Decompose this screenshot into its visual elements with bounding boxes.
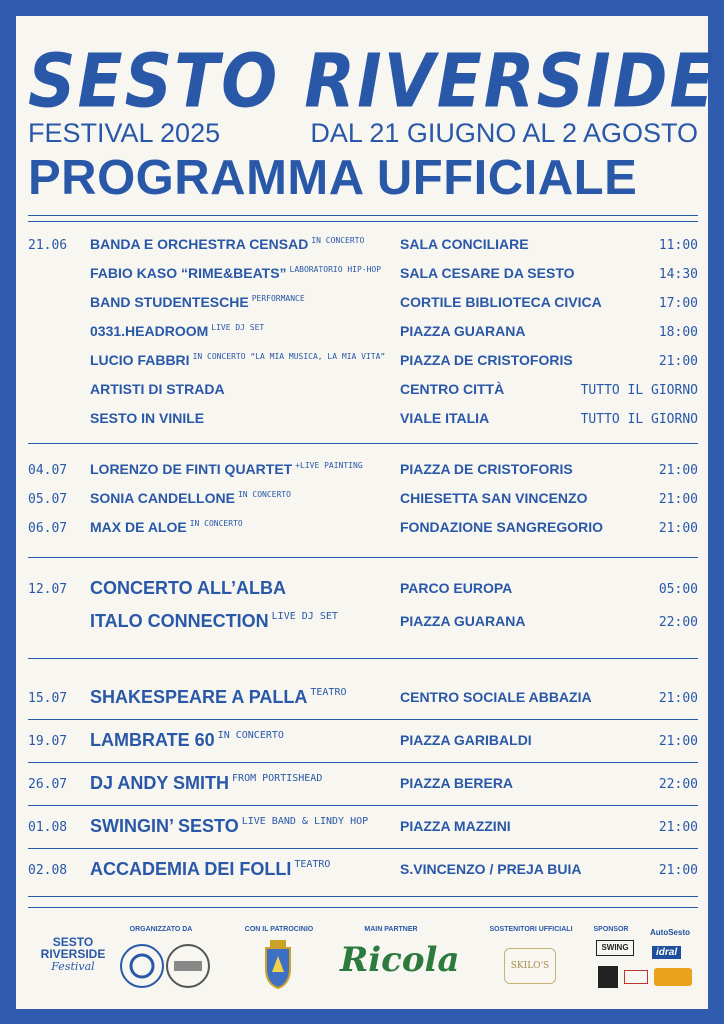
event-date: 01.08 xyxy=(28,820,68,835)
event-name xyxy=(90,519,243,535)
sponsor-logo-red xyxy=(624,970,648,984)
schedule-row xyxy=(28,730,698,754)
event-title: LAMBRATE 60 xyxy=(90,730,215,750)
festival-dates: DAL 21 GIUGNO AL 2 AGOSTO xyxy=(310,118,698,148)
schedule-row xyxy=(28,292,698,316)
event-title: ITALO CONNECTION xyxy=(90,611,269,631)
event-tag: IN CONCERTO xyxy=(237,490,291,499)
event-venue: PIAZZA GARIBALDI xyxy=(400,732,532,748)
event-date: 21.06 xyxy=(28,238,68,253)
event-title: SWINGIN’ SESTO xyxy=(90,816,239,836)
divider xyxy=(28,848,698,849)
event-tag: LIVE BAND & LINDY HOP xyxy=(241,816,369,827)
event-date: 04.07 xyxy=(28,463,68,478)
divider xyxy=(28,215,698,216)
event-tag: LABORATORIO HIP-HOP xyxy=(289,265,382,274)
event-date: 05.07 xyxy=(28,492,68,507)
event-name xyxy=(90,816,368,837)
schedule-row xyxy=(28,517,698,541)
event-time: 22:00 xyxy=(658,615,698,630)
divider xyxy=(28,658,698,659)
event-venue: VIALE ITALIA xyxy=(400,410,490,426)
divider xyxy=(28,557,698,558)
event-time: TUTTO IL GIORNO xyxy=(580,383,698,398)
event-tag: PERFORMANCE xyxy=(251,294,305,303)
divider xyxy=(28,719,698,720)
event-time: 14:30 xyxy=(658,267,698,282)
schedule-row xyxy=(28,459,698,483)
event-date: 26.07 xyxy=(28,777,68,792)
skilos-logo: SKILO'S xyxy=(504,948,556,984)
event-venue: PIAZZA DE CRISTOFORIS xyxy=(400,461,573,477)
subtitle-line xyxy=(28,118,698,148)
schedule-row xyxy=(28,773,698,797)
crest-crown xyxy=(270,940,286,947)
logo-word-top: SESTO xyxy=(52,935,94,949)
supporters-label: SOSTENITORI UFFICIALI xyxy=(489,926,573,933)
event-time: 21:00 xyxy=(658,863,698,878)
festival-logo xyxy=(38,936,108,973)
autosesto-logo: AutoSesto xyxy=(650,928,690,937)
event-title: DJ ANDY SMITH xyxy=(90,773,230,793)
schedule-row xyxy=(28,321,698,345)
event-time: 21:00 xyxy=(658,463,698,478)
divider xyxy=(28,805,698,806)
event-tag: LIVE DJ SET xyxy=(271,611,338,622)
event-title: LUCIO FABBRI xyxy=(90,352,190,368)
divider xyxy=(28,762,698,763)
event-date: 15.07 xyxy=(28,691,68,706)
schedule-row xyxy=(28,263,698,287)
organizer-logo-1 xyxy=(121,945,163,987)
event-time: 21:00 xyxy=(658,492,698,507)
event-name xyxy=(90,381,228,397)
event-name xyxy=(90,773,322,794)
event-tag: IN CONCERTO xyxy=(217,730,284,741)
event-name xyxy=(90,578,289,599)
event-venue: PIAZZA GUARANA xyxy=(400,613,526,629)
swing-logo: SWING xyxy=(596,940,634,956)
event-title: MAX DE ALOE xyxy=(90,519,187,535)
event-title: SESTO IN VINILE xyxy=(90,410,205,426)
festival-title: SESTO RIVERSIDE xyxy=(28,38,717,125)
event-time: TUTTO IL GIORNO xyxy=(580,412,698,427)
event-date: 12.07 xyxy=(28,582,68,597)
schedule-row xyxy=(28,350,698,374)
schedule-row xyxy=(28,859,698,883)
organizer-logos xyxy=(120,943,210,989)
logo-word-mid: RIVERSIDE xyxy=(40,947,106,961)
event-name xyxy=(90,687,346,708)
divider xyxy=(28,443,698,444)
event-time: 21:00 xyxy=(658,820,698,835)
event-date: 02.08 xyxy=(28,863,68,878)
event-venue: CORTILE BIBLIOTECA CIVICA xyxy=(400,294,602,310)
event-name xyxy=(90,410,207,426)
sponsor-logo-dark xyxy=(598,966,618,988)
event-venue: FONDAZIONE SANGREGORIO xyxy=(400,519,604,535)
event-name xyxy=(90,611,338,632)
event-venue: CHIESETTA SAN VINCENZO xyxy=(400,490,588,506)
event-venue: SALA CESARE DA SESTO xyxy=(400,265,575,281)
event-title: SONIA CANDELLONE xyxy=(90,490,235,506)
event-name xyxy=(90,294,305,310)
event-tag: IN CONCERTO xyxy=(189,519,243,528)
city-crest-icon xyxy=(258,938,298,990)
program-title: PROGRAMMA UFFICIALE xyxy=(28,151,638,205)
event-venue: S.VINCENZO / PREJA BUIA xyxy=(400,861,582,877)
event-tag: +LIVE PAINTING xyxy=(295,461,363,470)
event-tag: FROM PORTISHEAD xyxy=(232,773,323,784)
schedule-row xyxy=(28,379,698,403)
event-time: 21:00 xyxy=(658,354,698,369)
poster xyxy=(16,16,717,1009)
schedule-row xyxy=(28,611,698,635)
event-time: 18:00 xyxy=(658,325,698,340)
event-time: 21:00 xyxy=(658,734,698,749)
organizer-logo-1-inner xyxy=(131,955,153,977)
event-venue: SALA CONCILIARE xyxy=(400,236,529,252)
event-venue: PARCO EUROPA xyxy=(400,580,513,596)
event-venue: PIAZZA GUARANA xyxy=(400,323,526,339)
sponsor-label: SPONSOR xyxy=(593,926,629,933)
event-tag: LIVE DJ SET xyxy=(211,323,265,332)
event-title: FABIO KASO “RIME&BEATS” xyxy=(90,265,287,281)
event-title: BANDA E ORCHESTRA CENSAD xyxy=(90,236,309,252)
event-date: 19.07 xyxy=(28,734,68,749)
festival-edition: FESTIVAL 2025 xyxy=(28,118,221,148)
event-venue: PIAZZA BERERA xyxy=(400,775,514,791)
organized-label: ORGANIZZATO DA xyxy=(129,926,193,933)
event-venue: PIAZZA DE CRISTOFORIS xyxy=(400,352,573,368)
logo-word-bottom: Festival xyxy=(51,960,95,973)
event-time: 11:00 xyxy=(658,238,698,253)
schedule-row xyxy=(28,488,698,512)
divider xyxy=(28,221,698,222)
schedule-row xyxy=(28,408,698,432)
event-tag: IN CONCERTO xyxy=(311,236,365,245)
event-name xyxy=(90,352,385,368)
event-title: CONCERTO ALL’ALBA xyxy=(90,578,286,598)
event-name xyxy=(90,323,264,339)
event-time: 17:00 xyxy=(658,296,698,311)
event-title: BAND STUDENTESCHE xyxy=(90,294,249,310)
event-tag: IN CONCERTO “LA MIA MUSICA, LA MIA VITA” xyxy=(192,352,386,361)
schedule-row xyxy=(28,234,698,258)
schedule-row xyxy=(28,816,698,840)
event-title: LORENZO DE FINTI QUARTET xyxy=(90,461,293,477)
event-date: 06.07 xyxy=(28,521,68,536)
divider xyxy=(28,896,698,897)
idral-logo: idral xyxy=(652,946,681,959)
event-title: ACCADEMIA DEI FOLLI xyxy=(90,859,292,879)
patronage-label: CON IL PATROCINIO xyxy=(244,926,314,933)
event-venue: PIAZZA MAZZINI xyxy=(400,818,511,834)
sponsor-logo-yellow xyxy=(654,968,692,986)
event-time: 22:00 xyxy=(658,777,698,792)
event-tag: TEATRO xyxy=(294,859,331,870)
event-name xyxy=(90,730,284,751)
event-title: SHAKESPEARE A PALLA xyxy=(90,687,308,707)
ricola-logo: Ricola xyxy=(340,940,460,980)
event-name xyxy=(90,490,291,506)
event-title: 0331.HEADROOM xyxy=(90,323,209,339)
event-title: ARTISTI DI STRADA xyxy=(90,381,225,397)
event-name xyxy=(90,859,330,880)
schedule-row xyxy=(28,687,698,711)
organizer-logo-2-inner xyxy=(174,961,202,971)
event-venue: CENTRO CITTÀ xyxy=(400,381,505,397)
event-time: 21:00 xyxy=(658,691,698,706)
event-name xyxy=(90,236,364,252)
event-time: 21:00 xyxy=(658,521,698,536)
divider xyxy=(28,907,698,908)
event-name xyxy=(90,265,381,281)
event-time: 05:00 xyxy=(658,582,698,597)
event-venue: CENTRO SOCIALE ABBAZIA xyxy=(400,689,592,705)
main-partner-label: MAIN PARTNER xyxy=(364,926,418,933)
event-tag: TEATRO xyxy=(310,687,347,698)
event-name xyxy=(90,461,363,477)
schedule-row xyxy=(28,578,698,602)
